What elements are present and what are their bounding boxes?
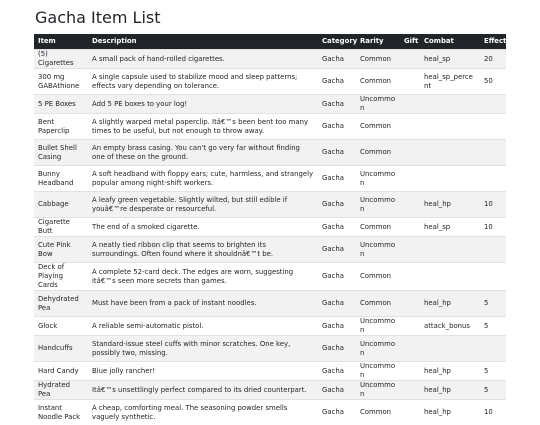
column-header-effect[interactable]: Effect xyxy=(480,34,506,50)
cell-combat: heal_hp xyxy=(420,362,480,381)
cell-description: A slightly warped metal paperclip. Itâ€™s been bent too many times to be useful, but not enough to throw away. xyxy=(88,114,318,140)
cell-rarity: Uncommon xyxy=(356,95,400,114)
cell-description: A reliable semi-automatic pistol. xyxy=(88,317,318,336)
cell-effect: 10 xyxy=(480,218,506,237)
cell-category: Gacha xyxy=(318,140,356,166)
cell-item: Instant Noodle Pack xyxy=(34,400,88,425)
cell-item: Glock xyxy=(34,317,88,336)
cell-rarity: Uncommon xyxy=(356,336,400,362)
cell-combat xyxy=(420,140,480,166)
cell-effect: 5 xyxy=(480,291,506,317)
cell-gift xyxy=(400,218,420,237)
cell-item: Bullet Shell Casing xyxy=(34,140,88,166)
cell-category: Gacha xyxy=(318,400,356,425)
cell-combat: heal_sp xyxy=(420,218,480,237)
table-row[interactable] xyxy=(34,218,506,237)
cell-rarity: Common xyxy=(356,400,400,425)
cell-effect: 20 xyxy=(480,50,506,69)
cell-combat: heal_hp xyxy=(420,192,480,218)
cell-description: A complete 52-card deck. The edges are worn, suggesting itâ€™s seen more secrets than games. xyxy=(88,263,318,291)
cell-category: Gacha xyxy=(318,69,356,95)
header-row xyxy=(34,34,506,50)
cell-gift xyxy=(400,336,420,362)
table-row[interactable] xyxy=(34,400,506,425)
cell-gift xyxy=(400,114,420,140)
cell-description: A cheap, comforting meal. The seasoning powder smells vaguely synthetic. xyxy=(88,400,318,425)
cell-gift xyxy=(400,400,420,425)
table-row[interactable] xyxy=(34,336,506,362)
cell-category: Gacha xyxy=(318,317,356,336)
page-title: Gacha Item List xyxy=(35,6,161,30)
cell-gift xyxy=(400,381,420,400)
cell-item: Bunny Headband xyxy=(34,166,88,192)
cell-description: A leafy green vegetable. Slightly wilted, but still edible if youâ€™re desperate or resourceful. xyxy=(88,192,318,218)
cell-category: Gacha xyxy=(318,263,356,291)
table-row[interactable] xyxy=(34,69,506,95)
cell-rarity: Common xyxy=(356,114,400,140)
cell-description: A soft headband with floppy ears; cute, harmless, and strangely popular among night-shift workers. xyxy=(88,166,318,192)
cell-combat xyxy=(420,263,480,291)
cell-item: Deck of Playing Cards xyxy=(34,263,88,291)
cell-category: Gacha xyxy=(318,50,356,69)
cell-item: Hydrated Pea xyxy=(34,381,88,400)
cell-category: Gacha xyxy=(318,336,356,362)
cell-rarity: Common xyxy=(356,50,400,69)
cell-effect: 10 xyxy=(480,192,506,218)
cell-combat: heal_sp_percent xyxy=(420,69,480,95)
cell-gift xyxy=(400,317,420,336)
cell-category: Gacha xyxy=(318,237,356,263)
cell-gift xyxy=(400,237,420,263)
cell-rarity: Uncommon xyxy=(356,381,400,400)
cell-item: Handcuffs xyxy=(34,336,88,362)
cell-category: Gacha xyxy=(318,166,356,192)
table-row[interactable] xyxy=(34,237,506,263)
cell-description: The end of a smoked cigarette. xyxy=(88,218,318,237)
cell-gift xyxy=(400,69,420,95)
cell-description: Itâ€™s unsettlingly perfect compared to its dried counterpart. xyxy=(88,381,318,400)
cell-rarity: Uncommon xyxy=(356,362,400,381)
cell-description: An empty brass casing. You can't go very far without finding one of these on the ground. xyxy=(88,140,318,166)
cell-combat xyxy=(420,237,480,263)
column-header-description[interactable]: Description xyxy=(88,34,318,50)
cell-effect xyxy=(480,166,506,192)
cell-item: 5 PE Boxes xyxy=(34,95,88,114)
cell-effect xyxy=(480,140,506,166)
cell-gift xyxy=(400,95,420,114)
cell-item: 300 mg GABAthione xyxy=(34,69,88,95)
cell-gift xyxy=(400,362,420,381)
cell-gift xyxy=(400,192,420,218)
cell-item: Cabbage xyxy=(34,192,88,218)
cell-gift xyxy=(400,291,420,317)
table-body xyxy=(34,50,506,425)
cell-rarity: Uncommon xyxy=(356,192,400,218)
cell-item: Cigarette Butt xyxy=(34,218,88,237)
cell-rarity: Common xyxy=(356,140,400,166)
cell-rarity: Uncommon xyxy=(356,317,400,336)
cell-gift xyxy=(400,50,420,69)
column-header-combat[interactable]: Combat xyxy=(420,34,480,50)
cell-rarity: Common xyxy=(356,291,400,317)
cell-combat: attack_bonus xyxy=(420,317,480,336)
table-row[interactable] xyxy=(34,291,506,317)
cell-item: Dehydrated Pea xyxy=(34,291,88,317)
cell-gift xyxy=(400,140,420,166)
cell-effect: 5 xyxy=(480,317,506,336)
cell-effect: 10 xyxy=(480,400,506,425)
cell-combat xyxy=(420,114,480,140)
cell-combat: heal_sp xyxy=(420,50,480,69)
column-header-item[interactable]: Item xyxy=(34,34,88,50)
table-row[interactable] xyxy=(34,140,506,166)
cell-effect: 5 xyxy=(480,381,506,400)
cell-combat: heal_hp xyxy=(420,400,480,425)
column-header-category[interactable]: Category xyxy=(318,34,356,50)
table-header xyxy=(34,34,506,50)
cell-category: Gacha xyxy=(318,95,356,114)
cell-description: Must have been from a pack of instant noodles. xyxy=(88,291,318,317)
cell-description: A single capsule used to stabilize mood and sleep patterns; effects vary depending on tolerance. xyxy=(88,69,318,95)
cell-description: Standard-issue steel cuffs with minor scratches. One key, possibly two, missing. xyxy=(88,336,318,362)
cell-effect xyxy=(480,336,506,362)
cell-item: Cute Pink Bow xyxy=(34,237,88,263)
cell-combat: heal_hp xyxy=(420,381,480,400)
cell-description: A small pack of hand-rolled cigarettes. xyxy=(88,50,318,69)
column-header-rarity[interactable]: Rarity xyxy=(356,34,400,50)
table-row[interactable] xyxy=(34,192,506,218)
cell-category: Gacha xyxy=(318,192,356,218)
cell-combat xyxy=(420,166,480,192)
cell-description: A neatly tied ribbon clip that seems to brighten its surroundings. Often found where it shouldnâ€™t be. xyxy=(88,237,318,263)
cell-effect xyxy=(480,114,506,140)
cell-effect xyxy=(480,237,506,263)
table-row[interactable] xyxy=(34,362,506,381)
cell-item: Hard Candy xyxy=(34,362,88,381)
cell-rarity: Uncommon xyxy=(356,166,400,192)
table-row[interactable] xyxy=(34,114,506,140)
table-row[interactable] xyxy=(34,263,506,291)
cell-category: Gacha xyxy=(318,362,356,381)
cell-effect: 5 xyxy=(480,362,506,381)
cell-description: Blue jolly rancher! xyxy=(88,362,318,381)
cell-item: (5) Cigarettes xyxy=(34,50,88,69)
table-row[interactable] xyxy=(34,317,506,336)
cell-description: Add 5 PE boxes to your log! xyxy=(88,95,318,114)
cell-combat xyxy=(420,336,480,362)
gacha-item-table xyxy=(34,34,506,425)
cell-effect: 50 xyxy=(480,69,506,95)
cell-item: Bent Paperclip xyxy=(34,114,88,140)
table-row[interactable] xyxy=(34,50,506,69)
table-row[interactable] xyxy=(34,381,506,400)
cell-category: Gacha xyxy=(318,218,356,237)
column-header-gift[interactable]: Gift xyxy=(400,34,420,50)
table-row[interactable] xyxy=(34,95,506,114)
cell-category: Gacha xyxy=(318,114,356,140)
cell-rarity: Common xyxy=(356,218,400,237)
cell-effect xyxy=(480,263,506,291)
cell-combat xyxy=(420,95,480,114)
cell-category: Gacha xyxy=(318,381,356,400)
cell-effect xyxy=(480,95,506,114)
cell-rarity: Common xyxy=(356,263,400,291)
table-row[interactable] xyxy=(34,166,506,192)
cell-rarity: Uncommon xyxy=(356,237,400,263)
cell-rarity: Common xyxy=(356,69,400,95)
cell-combat: heal_hp xyxy=(420,291,480,317)
cell-gift xyxy=(400,263,420,291)
cell-category: Gacha xyxy=(318,291,356,317)
cell-gift xyxy=(400,166,420,192)
